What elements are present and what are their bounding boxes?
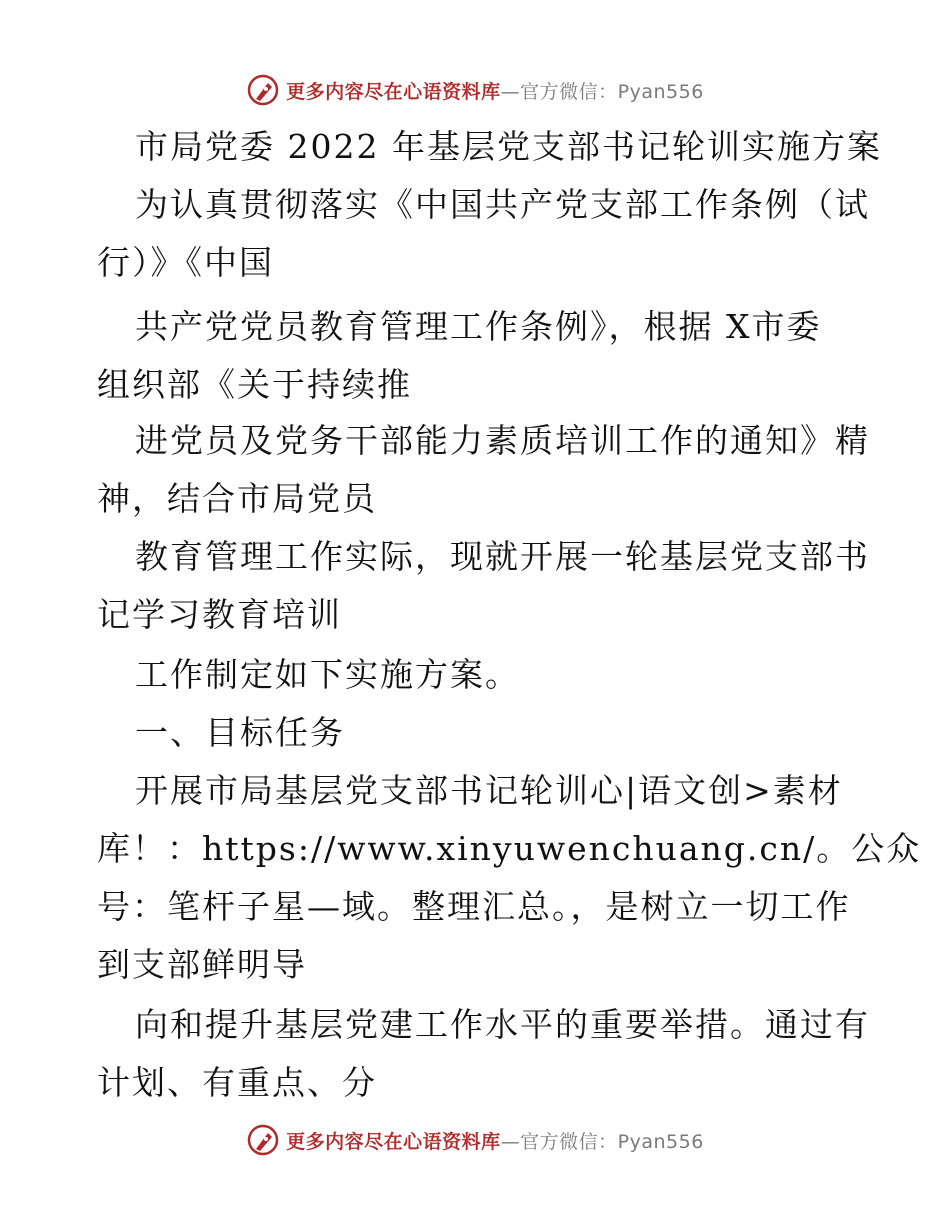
header-banner-text	[286, 77, 704, 104]
section-heading: 一、目标任务	[135, 713, 345, 752]
paragraph-line: 教育管理工作实际，现就开展一轮基层党支部书	[135, 537, 870, 576]
paragraph-line: 工作制定如下实施方案。	[135, 655, 520, 694]
paragraph-line: 开展市局基层党支部书记轮训心|语文创>素材	[135, 771, 843, 810]
footer-banner-gray-text: —官方微信：Pyan556	[500, 1130, 704, 1153]
paragraph-line: 向和提升基层党建工作水平的重要举措。通过有	[135, 1005, 870, 1044]
paragraph-line: 神，结合市局党员	[97, 479, 377, 518]
footer-banner-text	[286, 1127, 704, 1154]
document-title: 市局党委 2022 年基层党支部书记轮训实施方案	[135, 127, 882, 166]
footer-banner	[0, 1120, 950, 1160]
header-banner-gray-text: —官方微信：Pyan556	[500, 80, 704, 103]
paragraph-line: 为认真贯彻落实《中国共产党支部工作条例（试	[135, 185, 870, 224]
pen-nib-logo-icon	[246, 1123, 280, 1157]
paragraph-line: 组织部《关于持续推	[97, 365, 412, 404]
footer-banner-red-text: 更多内容尽在心语资料库	[286, 1130, 501, 1153]
paragraph-line: 记学习教育培训	[97, 595, 342, 634]
paragraph-line: 共产党党员教育管理工作条例》，根据 X市委	[135, 307, 822, 346]
paragraph-line: 库！：https://www.xinyuwenchuang.cn/。公众	[97, 829, 922, 868]
paragraph-line: 号：笔杆子星—域。整理汇总。，是树立一切工作	[97, 887, 851, 926]
paragraph-line: 到支部鲜明导	[97, 945, 307, 984]
pen-nib-logo-icon	[246, 73, 280, 107]
paragraph-line: 进党员及党务干部能力素质培训工作的通知》精	[135, 421, 870, 460]
header-banner	[0, 70, 950, 110]
paragraph-line: 行）》《中国	[97, 243, 274, 282]
header-banner-red-text: 更多内容尽在心语资料库	[286, 80, 501, 103]
paragraph-line: 计划、有重点、分	[97, 1063, 377, 1102]
